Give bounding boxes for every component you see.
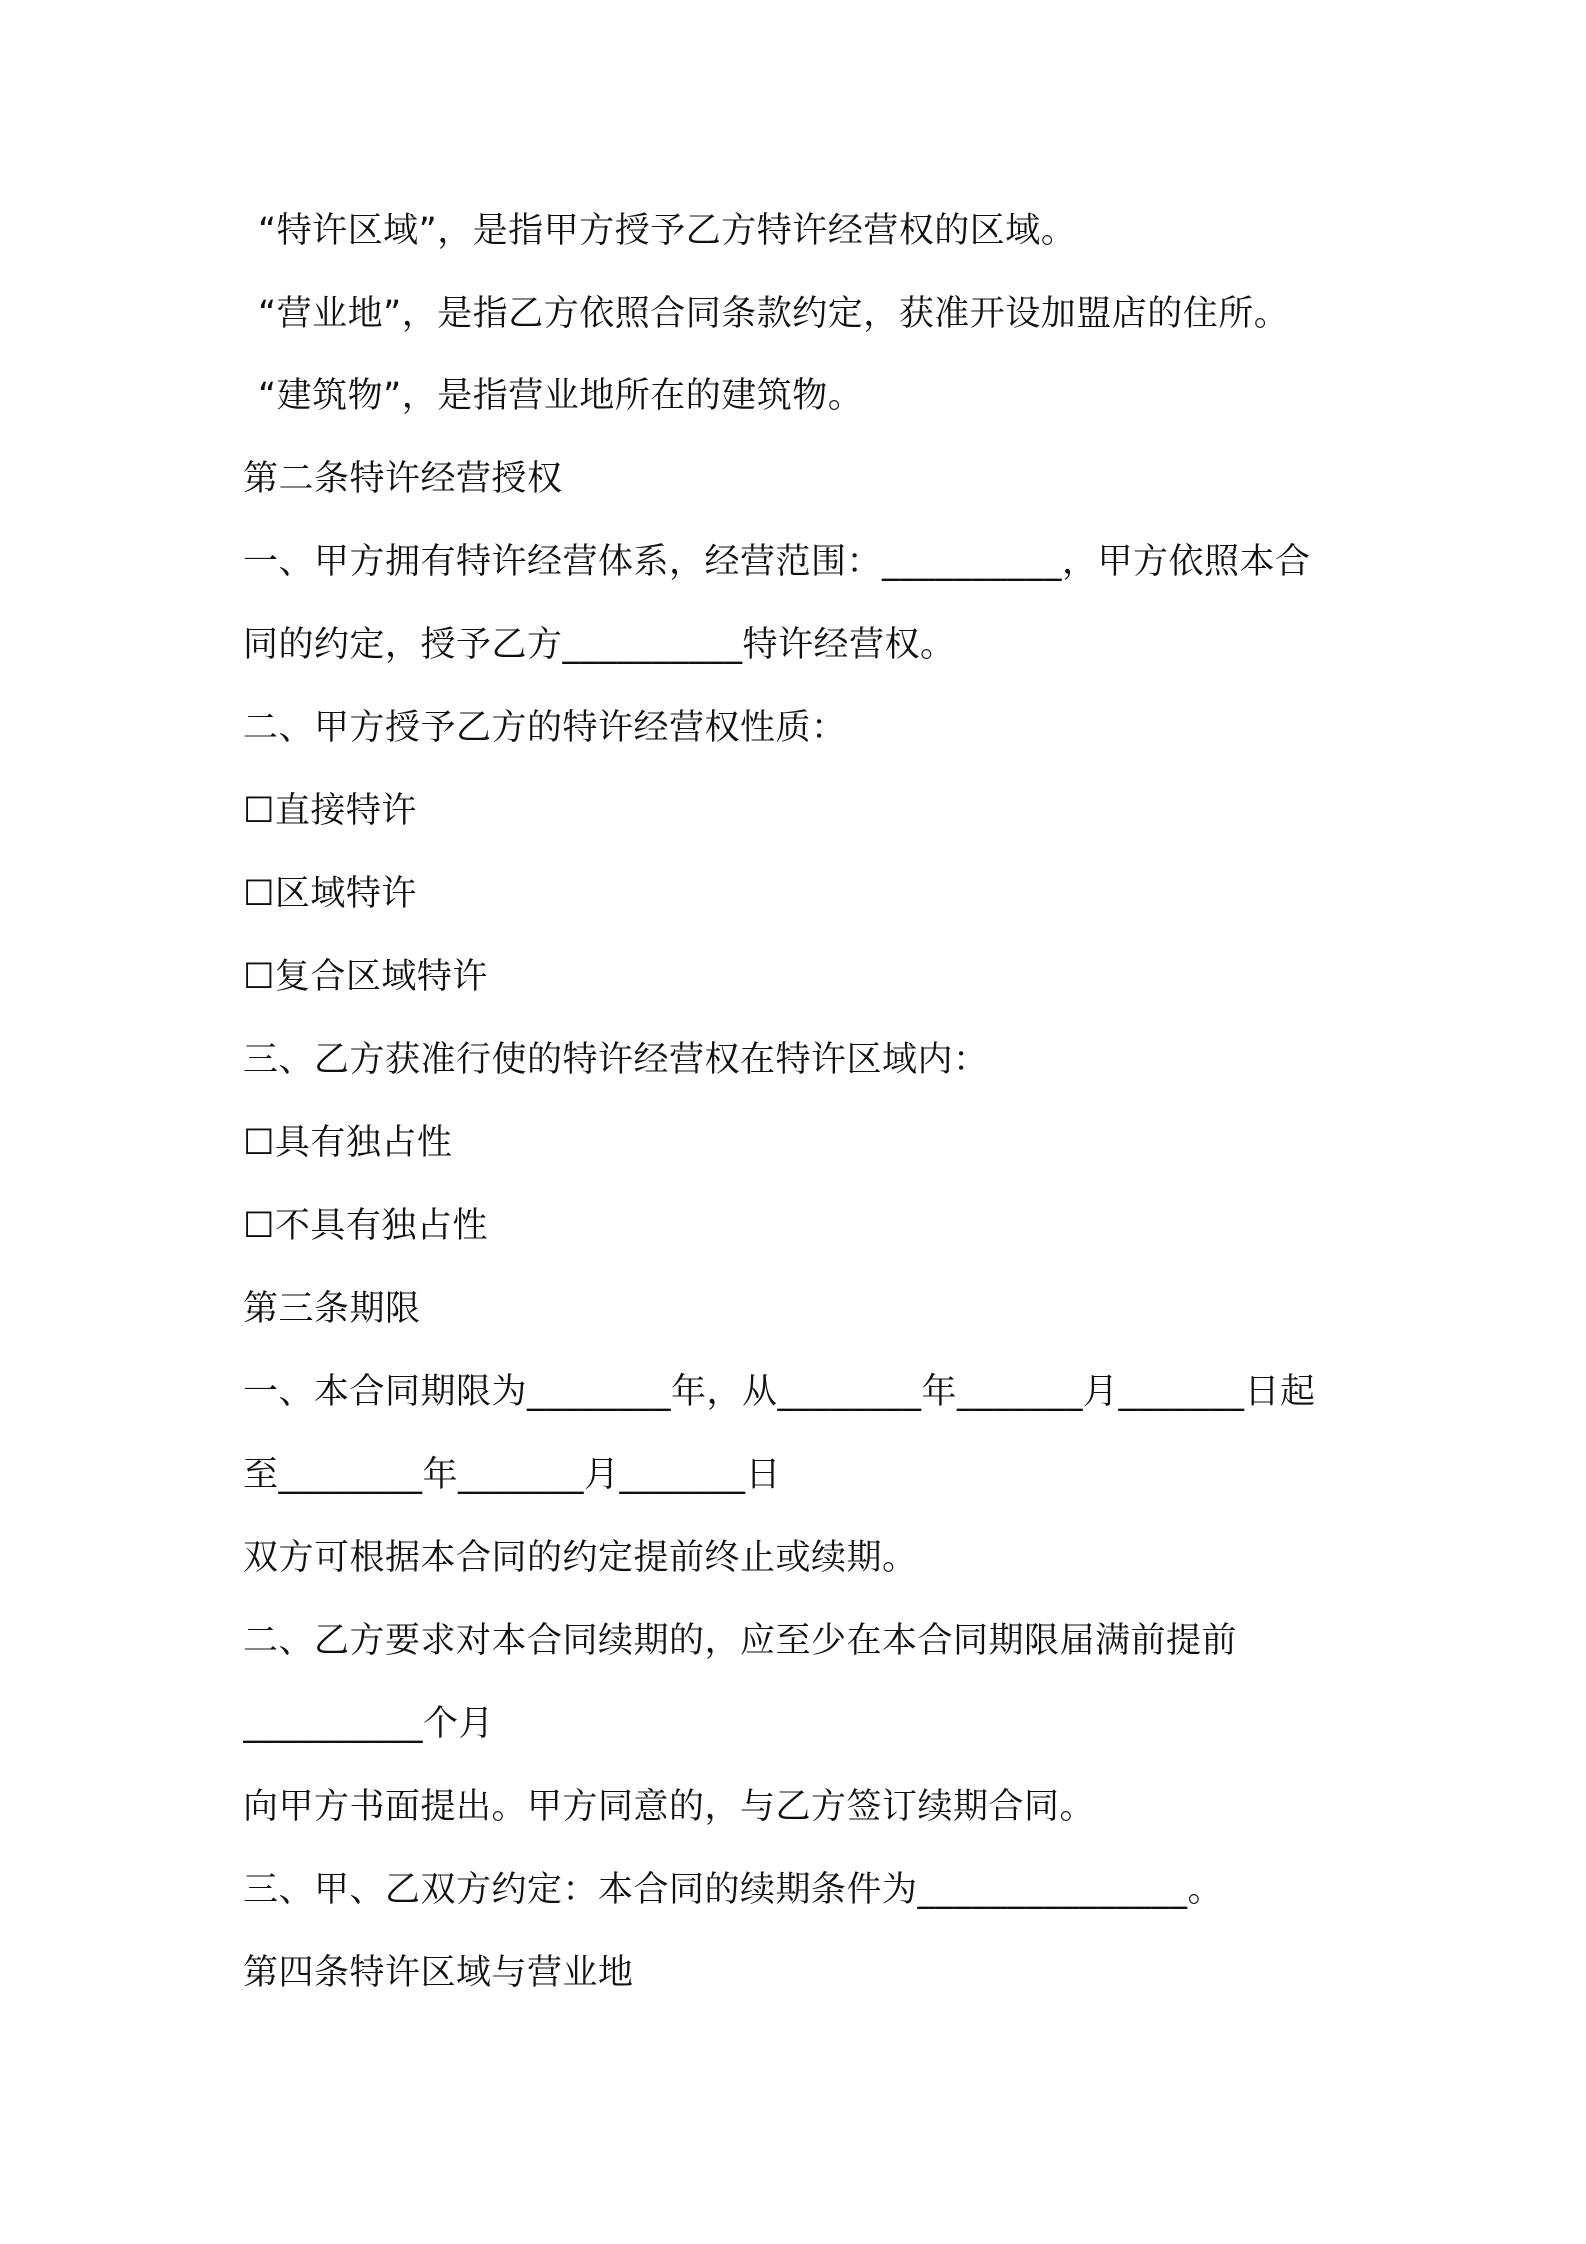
article-2-clause-1-line-2: 同的约定，授予乙方__________特许经营权。	[243, 625, 956, 665]
article-2-clause-3: 三、乙方获准行使的特许经营权在特许区域内：	[243, 1040, 989, 1080]
article-3-clause-3: 三、甲、乙双方约定：本合同的续期条件为_______________。	[243, 1870, 1224, 1910]
article-3-clause-2-line-2: __________个月	[243, 1704, 495, 1744]
article-2-clause-1-line-1: 一、甲方拥有特许经营体系，经营范围：__________，甲方依照本合	[243, 542, 1311, 582]
definition-franchise-area: “特许区域”，是指甲方授予乙方特许经营权的区域。	[258, 211, 1077, 251]
article-3-clause-1-line-1: 一、本合同期限为________年，从________年_______月_______日起	[243, 1372, 1316, 1412]
article-4-heading: 第四条特许区域与营业地	[243, 1953, 634, 1993]
article-2-heading: 第二条特许经营授权	[243, 459, 563, 499]
definition-building: “建筑物”，是指营业地所在的建筑物。	[258, 376, 864, 416]
article-3-clause-2-line-1: 二、乙方要求对本合同续期的，应至少在本合同期限届满前提前	[243, 1621, 1238, 1661]
article-3-clause-1-line-3: 双方可根据本合同的约定提前终止或续期。	[243, 1538, 918, 1578]
article-2-clause-2: 二、甲方授予乙方的特许经营权性质：	[243, 708, 847, 748]
checkbox-option-exclusive: ☐具有独占性	[243, 1123, 453, 1163]
article-3-clause-1-line-2: 至________年_______月_______日	[243, 1455, 782, 1495]
article-3-heading: 第三条期限	[243, 1289, 421, 1329]
definition-business-premises: “营业地”，是指乙方依照合同条款约定，获准开设加盟店的住所。	[258, 294, 1290, 334]
checkbox-option-direct-franchise: ☐直接特许	[243, 791, 417, 831]
checkbox-option-non-exclusive: ☐不具有独占性	[243, 1206, 488, 1246]
checkbox-option-compound-area-franchise: ☐复合区域特许	[243, 957, 488, 997]
article-3-clause-2-line-3: 向甲方书面提出。甲方同意的，与乙方签订续期合同。	[243, 1787, 1096, 1827]
checkbox-option-area-franchise: ☐区域特许	[243, 874, 417, 914]
